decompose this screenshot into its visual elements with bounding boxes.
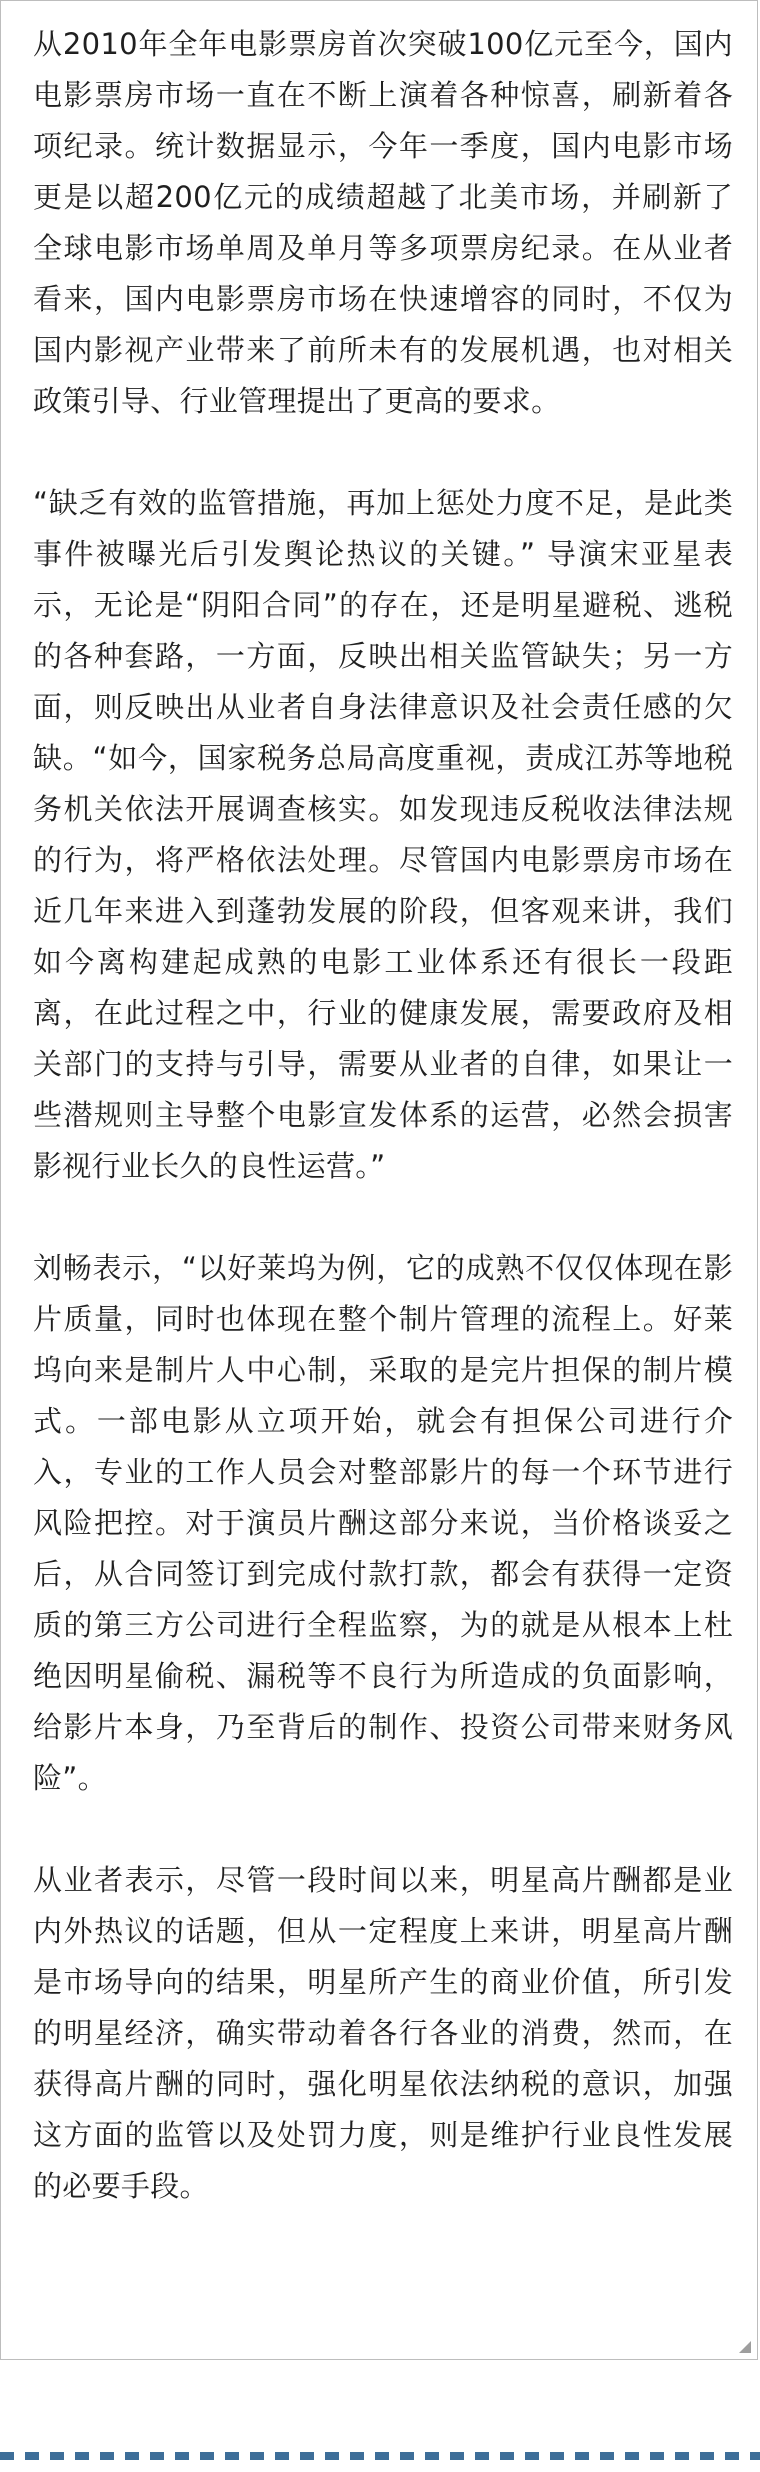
dashed-divider (0, 2452, 760, 2460)
paragraph-gap (33, 1804, 733, 1855)
paragraph-gap (33, 1192, 733, 1243)
paragraph-4: 从业者表示，尽管一段时间以来，明星高片酬都是业内外热议的话题，但从一定程度上来讲，明星高片酬是市场导向的结果，明星所产生的商业价值，所引发的明星经济，确实带动着各行各业的消费，然而，在获得高片酬的同时，强化明星依法纳税的意识，加强这方面的监管以及处罚力度，则是维护行业良性发展的必要手段。 (33, 1863, 733, 2203)
paragraph-1: 从2010年全年电影票房首次突破100亿元至今，国内电影票房市场一直在不断上演着各种惊喜，刷新着各项纪录。统计数据显示，今年一季度，国内电影市场更是以超200亿元的成绩超越了北美市场，并刷新了全球电影市场单周及单月等多项票房纪录。在从业者看来，国内电影票房市场在快速增容的同时，不仅为国内影视产业带来了前所未有的发展机遇，也对相关政策引导、行业管理提出了更高的要求。 (33, 27, 733, 418)
paragraph-gap (33, 427, 733, 478)
paragraph-2: “缺乏有效的监管措施，再加上惩处力度不足，是此类事件被曝光后引发舆论热议的关键。” 导演宋亚星表示，无论是“阴阳合同”的存在，还是明星避税、逃税的各种套路，一方面，反映出相关监管缺失；另一方面，则反映出从业者自身法律意识及社会责任感的欠缺。“如今，国家税务总局高度重视，责成江苏等地税务机关依法开展调查核实。如发现违反税收法律法规的行为，将严格依法处理。尽管国内电影票房市场在近几年来进入到蓬勃发展的阶段，但客观来讲，我们如今离构建起成熟的电影工业体系还有很长一段距离，在此过程之中，行业的健康发展，需要政府及相关部门的支持与引导，需要从业者的自律，如果让一些潜规则主导整个电影宣发体系的运营，必然会损害影视行业长久的良性运营。” (33, 486, 733, 1183)
article-body (33, 19, 733, 2212)
resize-handle-icon[interactable] (739, 2341, 751, 2353)
paragraph-3: 刘畅表示，“以好莱坞为例，它的成熟不仅仅体现在影片质量，同时也体现在整个制片管理的流程上。好莱坞向来是制片人中心制，采取的是完片担保的制片模式。一部电影从立项开始，就会有担保公司进行介入，专业的工作人员会对整部影片的每一个环节进行风险把控。对于演员片酬这部分来说，当价格谈妥之后，从合同签订到完成付款打款，都会有获得一定资质的第三方公司进行全程监察，为的就是从根本上杜绝因明星偷税、漏税等不良行为所造成的负面影响，给影片本身，乃至背后的制作、投资公司带来财务风险”。 (33, 1251, 733, 1795)
